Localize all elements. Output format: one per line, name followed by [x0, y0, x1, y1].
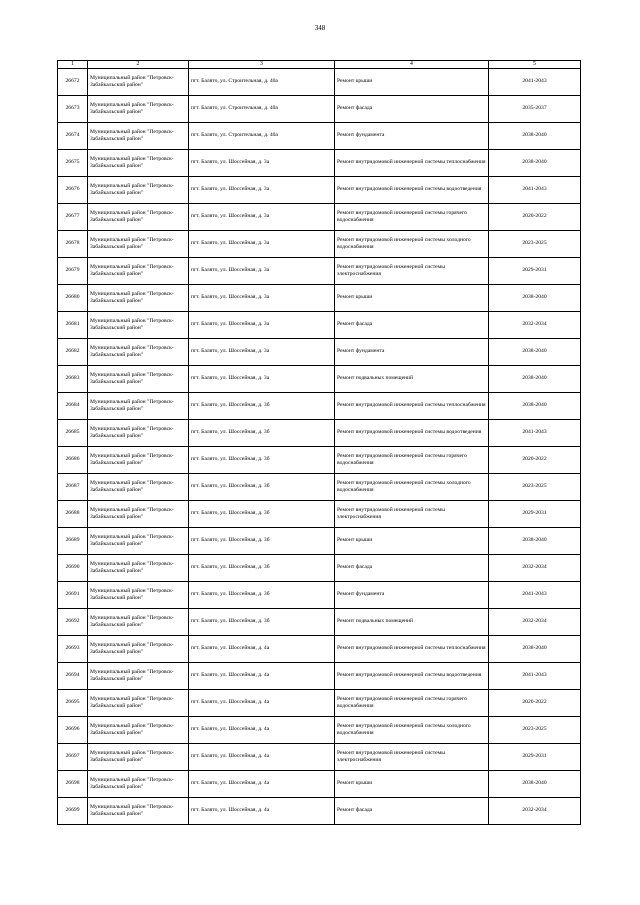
table-row	[58, 96, 581, 123]
period-cell: 2041-2043	[489, 663, 581, 690]
table-row	[58, 663, 581, 690]
municipality-cell: Муниципальный район "Петровск-Забайкальский район"	[88, 717, 189, 744]
period-cell: 2038-2040	[489, 528, 581, 555]
address-cell: пгт. Балято, ул. Шоссейная, д. 3б	[189, 501, 335, 528]
work-type-cell: Ремонт фундамента	[335, 582, 489, 609]
table-row	[58, 798, 581, 825]
column-header: 5	[489, 61, 581, 69]
period-cell: 2032-2034	[489, 798, 581, 825]
period-cell: 2020-2022	[489, 447, 581, 474]
address-cell: пгт. Балято, ул. Шоссейная, д. 3а	[189, 177, 335, 204]
period-cell: 2029-2031	[489, 744, 581, 771]
record-number-cell: 26687	[58, 474, 88, 501]
record-number-cell: 26672	[58, 69, 88, 96]
address-cell: пгт. Балято, ул. Шоссейная, д. 3а	[189, 258, 335, 285]
period-cell: 2038-2040	[489, 150, 581, 177]
table-row	[58, 285, 581, 312]
record-number-cell: 26689	[58, 528, 88, 555]
municipality-cell: Муниципальный район "Петровск-Забайкальский район"	[88, 420, 189, 447]
table-row	[58, 420, 581, 447]
work-type-cell: Ремонт внутридомовой инженерной системы холодного водоснабжения	[335, 717, 489, 744]
municipality-cell: Муниципальный район "Петровск-Забайкальский район"	[88, 528, 189, 555]
address-cell: пгт. Балято, ул. Шоссейная, д. 3б	[189, 528, 335, 555]
table-body	[58, 69, 581, 825]
work-type-cell: Ремонт крыши	[335, 285, 489, 312]
work-type-cell: Ремонт внутридомовой инженерной системы электроснабжения	[335, 258, 489, 285]
municipality-cell: Муниципальный район "Петровск-Забайкальский район"	[88, 501, 189, 528]
table-row	[58, 393, 581, 420]
record-number-cell: 26688	[58, 501, 88, 528]
period-cell: 2038-2040	[489, 123, 581, 150]
period-cell: 2035-2037	[489, 96, 581, 123]
table-header-row	[58, 61, 581, 69]
table-row	[58, 690, 581, 717]
address-cell: пгт. Балято, ул. Шоссейная, д. 3б	[189, 609, 335, 636]
work-type-cell: Ремонт внутридомовой инженерной системы теплоснабжения	[335, 393, 489, 420]
period-cell: 2032-2034	[489, 555, 581, 582]
address-cell: пгт. Балято, ул. Шоссейная, д. 3а	[189, 150, 335, 177]
repair-schedule-table	[57, 60, 581, 825]
municipality-cell: Муниципальный район "Петровск-Забайкальский район"	[88, 258, 189, 285]
record-number-cell: 26691	[58, 582, 88, 609]
period-cell: 2032-2034	[489, 312, 581, 339]
table-row	[58, 150, 581, 177]
period-cell: 2038-2040	[489, 393, 581, 420]
period-cell: 2023-2025	[489, 717, 581, 744]
municipality-cell: Муниципальный район "Петровск-Забайкальский район"	[88, 177, 189, 204]
municipality-cell: Муниципальный район "Петровск-Забайкальский район"	[88, 285, 189, 312]
municipality-cell: Муниципальный район "Петровск-Забайкальский район"	[88, 393, 189, 420]
table-row	[58, 501, 581, 528]
work-type-cell: Ремонт фундамента	[335, 123, 489, 150]
work-type-cell: Ремонт внутридомовой инженерной системы водоотведения	[335, 663, 489, 690]
table-row	[58, 771, 581, 798]
municipality-cell: Муниципальный район "Петровск-Забайкальский район"	[88, 123, 189, 150]
municipality-cell: Муниципальный район "Петровск-Забайкальский район"	[88, 366, 189, 393]
period-cell: 2041-2043	[489, 582, 581, 609]
record-number-cell: 26677	[58, 204, 88, 231]
address-cell: пгт. Балято, ул. Шоссейная, д. 4а	[189, 663, 335, 690]
address-cell: пгт. Балято, ул. Строительная, д. 40а	[189, 96, 335, 123]
table-row	[58, 447, 581, 474]
work-type-cell: Ремонт внутридомовой инженерной системы электроснабжения	[335, 501, 489, 528]
municipality-cell: Муниципальный район "Петровск-Забайкальский район"	[88, 150, 189, 177]
municipality-cell: Муниципальный район "Петровск-Забайкальский район"	[88, 474, 189, 501]
column-header: 4	[335, 61, 489, 69]
work-type-cell: Ремонт внутридомовой инженерной системы теплоснабжения	[335, 150, 489, 177]
address-cell: пгт. Балято, ул. Строительная, д. 40а	[189, 123, 335, 150]
work-type-cell: Ремонт фасада	[335, 312, 489, 339]
record-number-cell: 26674	[58, 123, 88, 150]
work-type-cell: Ремонт крыши	[335, 69, 489, 96]
work-type-cell: Ремонт подвальных помещений	[335, 609, 489, 636]
work-type-cell: Ремонт крыши	[335, 771, 489, 798]
period-cell: 2029-2031	[489, 501, 581, 528]
municipality-cell: Муниципальный район "Петровск-Забайкальский район"	[88, 555, 189, 582]
address-cell: пгт. Балято, ул. Шоссейная, д. 4а	[189, 690, 335, 717]
record-number-cell: 26699	[58, 798, 88, 825]
work-type-cell: Ремонт внутридомовой инженерной системы холодного водоснабжения	[335, 474, 489, 501]
record-number-cell: 26686	[58, 447, 88, 474]
municipality-cell: Муниципальный район "Петровск-Забайкальский район"	[88, 636, 189, 663]
address-cell: пгт. Балято, ул. Шоссейная, д. 3б	[189, 420, 335, 447]
municipality-cell: Муниципальный район "Петровск-Забайкальский район"	[88, 798, 189, 825]
address-cell: пгт. Балято, ул. Шоссейная, д. 3б	[189, 447, 335, 474]
address-cell: пгт. Балято, ул. Шоссейная, д. 4а	[189, 717, 335, 744]
page-number: 348	[314, 24, 326, 32]
record-number-cell: 26697	[58, 744, 88, 771]
period-cell: 2032-2034	[489, 609, 581, 636]
work-type-cell: Ремонт внутридомовой инженерной системы горячего водоснабжения	[335, 690, 489, 717]
work-type-cell: Ремонт фасада	[335, 555, 489, 582]
table-row	[58, 312, 581, 339]
period-cell: 2020-2022	[489, 690, 581, 717]
work-type-cell: Ремонт внутридомовой инженерной системы горячего водоснабжения	[335, 447, 489, 474]
period-cell: 2038-2040	[489, 771, 581, 798]
address-cell: пгт. Балято, ул. Строительная, д. 40а	[189, 69, 335, 96]
column-header: 3	[189, 61, 335, 69]
address-cell: пгт. Балято, ул. Шоссейная, д. 3а	[189, 312, 335, 339]
address-cell: пгт. Балято, ул. Шоссейная, д. 3а	[189, 231, 335, 258]
record-number-cell: 26679	[58, 258, 88, 285]
record-number-cell: 26673	[58, 96, 88, 123]
table-row	[58, 123, 581, 150]
table-row	[58, 69, 581, 96]
municipality-cell: Муниципальный район "Петровск-Забайкальский район"	[88, 69, 189, 96]
address-cell: пгт. Балято, ул. Шоссейная, д. 4а	[189, 771, 335, 798]
record-number-cell: 26682	[58, 339, 88, 366]
record-number-cell: 26678	[58, 231, 88, 258]
municipality-cell: Муниципальный район "Петровск-Забайкальский район"	[88, 582, 189, 609]
table-row	[58, 204, 581, 231]
work-type-cell: Ремонт крыши	[335, 528, 489, 555]
record-number-cell: 26685	[58, 420, 88, 447]
record-number-cell: 26684	[58, 393, 88, 420]
table-row	[58, 177, 581, 204]
work-type-cell: Ремонт внутридомовой инженерной системы холодного водоснабжения	[335, 231, 489, 258]
period-cell: 2020-2022	[489, 204, 581, 231]
record-number-cell: 26680	[58, 285, 88, 312]
table-row	[58, 258, 581, 285]
period-cell: 2038-2040	[489, 636, 581, 663]
table-row	[58, 636, 581, 663]
column-header: 2	[88, 61, 189, 69]
address-cell: пгт. Балято, ул. Шоссейная, д. 4а	[189, 744, 335, 771]
record-number-cell: 26696	[58, 717, 88, 744]
table-row	[58, 582, 581, 609]
work-type-cell: Ремонт подвальных помещений	[335, 366, 489, 393]
work-type-cell: Ремонт внутридомовой инженерной системы водоотведения	[335, 177, 489, 204]
period-cell: 2023-2025	[489, 231, 581, 258]
period-cell: 2038-2040	[489, 339, 581, 366]
record-number-cell: 26681	[58, 312, 88, 339]
municipality-cell: Муниципальный район "Петровск-Забайкальский район"	[88, 771, 189, 798]
table-row	[58, 231, 581, 258]
work-type-cell: Ремонт внутридомовой инженерной системы электроснабжения	[335, 744, 489, 771]
period-cell: 2041-2043	[489, 177, 581, 204]
table-row	[58, 339, 581, 366]
address-cell: пгт. Балято, ул. Шоссейная, д. 3б	[189, 393, 335, 420]
record-number-cell: 26675	[58, 150, 88, 177]
municipality-cell: Муниципальный район "Петровск-Забайкальский район"	[88, 231, 189, 258]
record-number-cell: 26676	[58, 177, 88, 204]
table-row	[58, 717, 581, 744]
address-cell: пгт. Балято, ул. Шоссейная, д. 3а	[189, 285, 335, 312]
table-row	[58, 609, 581, 636]
municipality-cell: Муниципальный район "Петровск-Забайкальский район"	[88, 609, 189, 636]
table-row	[58, 744, 581, 771]
work-type-cell: Ремонт фасада	[335, 96, 489, 123]
municipality-cell: Муниципальный район "Петровск-Забайкальский район"	[88, 690, 189, 717]
work-type-cell: Ремонт фундамента	[335, 339, 489, 366]
record-number-cell: 26683	[58, 366, 88, 393]
address-cell: пгт. Балято, ул. Шоссейная, д. 3а	[189, 366, 335, 393]
table-row	[58, 555, 581, 582]
municipality-cell: Муниципальный район "Петровск-Забайкальский район"	[88, 447, 189, 474]
work-type-cell: Ремонт внутридомовой инженерной системы водоотведения	[335, 420, 489, 447]
table-row	[58, 366, 581, 393]
period-cell: 2023-2025	[489, 474, 581, 501]
municipality-cell: Муниципальный район "Петровск-Забайкальский район"	[88, 96, 189, 123]
address-cell: пгт. Балято, ул. Шоссейная, д. 3а	[189, 204, 335, 231]
period-cell: 2041-2043	[489, 420, 581, 447]
period-cell: 2038-2040	[489, 285, 581, 312]
table-row	[58, 528, 581, 555]
record-number-cell: 26695	[58, 690, 88, 717]
work-type-cell: Ремонт внутридомовой инженерной системы горячего водоснабжения	[335, 204, 489, 231]
municipality-cell: Муниципальный район "Петровск-Забайкальский район"	[88, 312, 189, 339]
period-cell: 2041-2043	[489, 69, 581, 96]
municipality-cell: Муниципальный район "Петровск-Забайкальский район"	[88, 744, 189, 771]
record-number-cell: 26698	[58, 771, 88, 798]
municipality-cell: Муниципальный район "Петровск-Забайкальский район"	[88, 339, 189, 366]
address-cell: пгт. Балято, ул. Шоссейная, д. 4а	[189, 636, 335, 663]
period-cell: 2038-2040	[489, 366, 581, 393]
record-number-cell: 26690	[58, 555, 88, 582]
address-cell: пгт. Балято, ул. Шоссейная, д. 3б	[189, 474, 335, 501]
address-cell: пгт. Балято, ул. Шоссейная, д. 3б	[189, 555, 335, 582]
record-number-cell: 26694	[58, 663, 88, 690]
address-cell: пгт. Балято, ул. Шоссейная, д. 4а	[189, 798, 335, 825]
period-cell: 2029-2031	[489, 258, 581, 285]
work-type-cell: Ремонт внутридомовой инженерной системы теплоснабжения	[335, 636, 489, 663]
column-header: 1	[58, 61, 88, 69]
municipality-cell: Муниципальный район "Петровск-Забайкальский район"	[88, 204, 189, 231]
record-number-cell: 26693	[58, 636, 88, 663]
work-type-cell: Ремонт фасада	[335, 798, 489, 825]
table-row	[58, 474, 581, 501]
record-number-cell: 26692	[58, 609, 88, 636]
municipality-cell: Муниципальный район "Петровск-Забайкальский район"	[88, 663, 189, 690]
address-cell: пгт. Балято, ул. Шоссейная, д. 3б	[189, 582, 335, 609]
address-cell: пгт. Балято, ул. Шоссейная, д. 3а	[189, 339, 335, 366]
